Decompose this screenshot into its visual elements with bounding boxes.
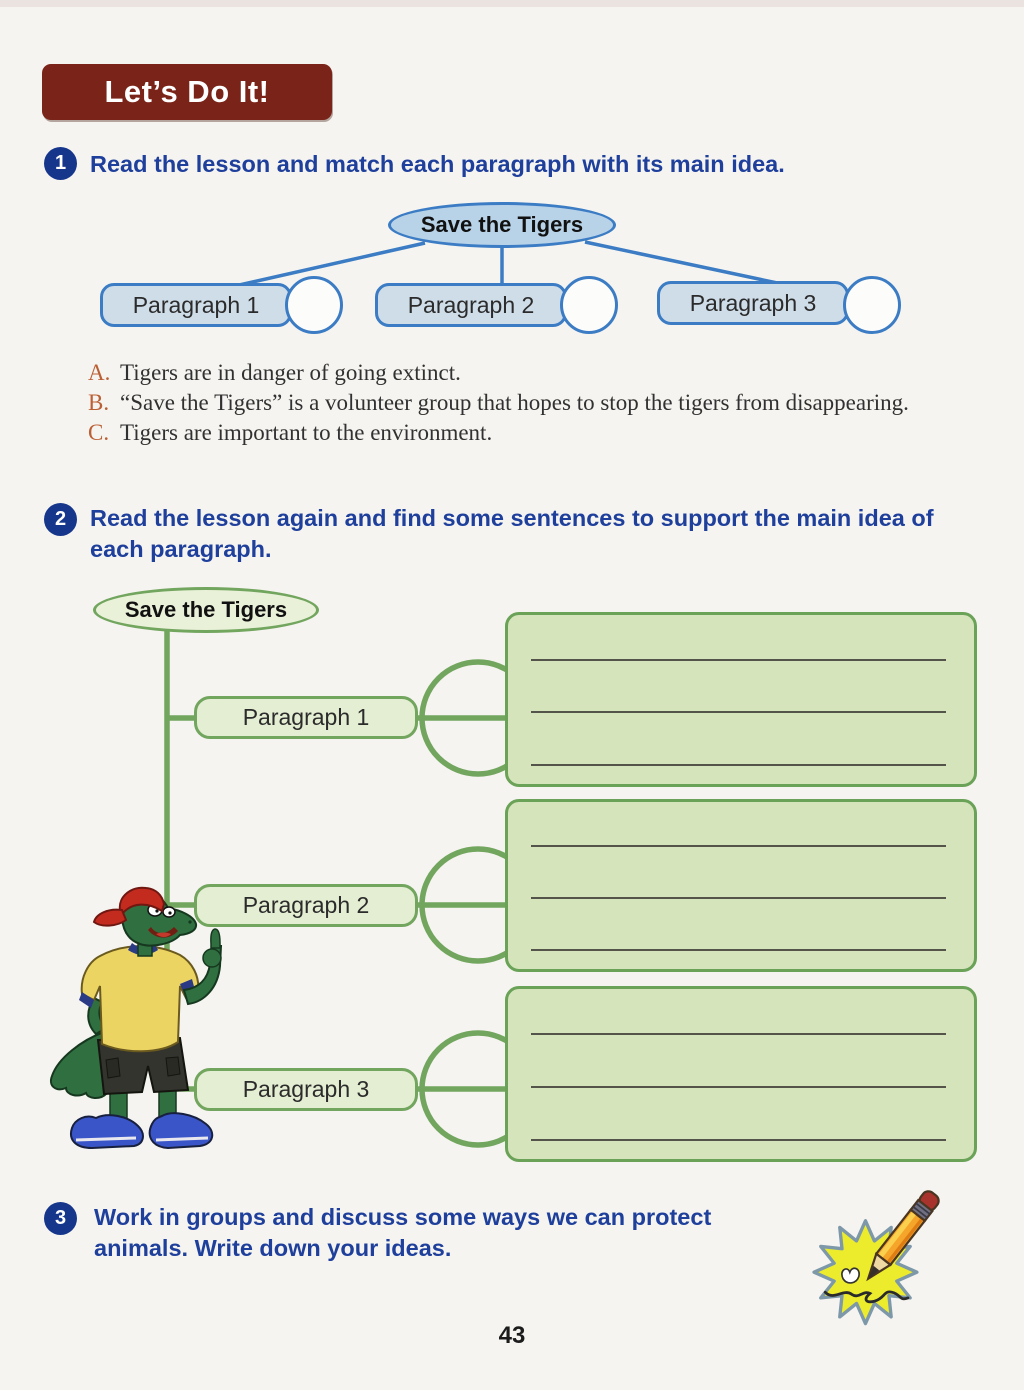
answer-circle-paragraph-3[interactable] [843, 276, 901, 334]
activity-2-instruction: Read the lesson again and find some sentences to support the main idea of each paragraph. [90, 505, 934, 562]
write-line[interactable] [531, 764, 946, 766]
matching-node-paragraph-1: Paragraph 1 [100, 283, 292, 327]
write-panel-paragraph-2[interactable] [505, 799, 977, 972]
activity-3-instruction: Work in groups and discuss some ways we can protect animals. Write down your ideas. [94, 1204, 712, 1261]
crocodile-mascot [48, 884, 233, 1159]
pencil-starburst-icon [785, 1176, 975, 1327]
activity-1-instruction: Read the lesson and match each paragraph with its main idea. [90, 151, 785, 177]
write-panel-paragraph-3[interactable] [505, 986, 977, 1162]
main-idea-options [88, 358, 933, 448]
write-panel-paragraph-1[interactable] [505, 612, 977, 787]
write-line[interactable] [531, 949, 946, 951]
activity-2-number-badge: 2 [44, 503, 77, 536]
section-banner-label: Let’s Do It! [104, 74, 270, 109]
option-b-text: “Save the Tigers” is a volunteer group that hopes to stop the tigers from disappearing. [120, 390, 909, 415]
write-line[interactable] [531, 1086, 946, 1088]
activity-1-number-badge: 1 [44, 147, 77, 180]
support-node-paragraph-1: Paragraph 1 [194, 696, 418, 739]
matching-node-paragraph-3: Paragraph 3 [657, 281, 849, 325]
support-diagram-title-oval: Save the Tigers [93, 587, 319, 633]
write-line[interactable] [531, 659, 946, 661]
matching-node-paragraph-2: Paragraph 2 [375, 283, 567, 327]
option-c-text: Tigers are important to the environment. [120, 420, 493, 445]
section-banner [42, 64, 332, 120]
support-node-paragraph-2: Paragraph 2 [194, 884, 418, 927]
write-line[interactable] [531, 845, 946, 847]
activity-3-number-badge: 3 [44, 1202, 77, 1235]
option-c-letter: C. [88, 420, 110, 445]
write-line[interactable] [531, 897, 946, 899]
option-a-letter: A. [88, 360, 111, 385]
page-number: 43 [498, 1322, 526, 1349]
write-line[interactable] [531, 1139, 946, 1141]
support-node-paragraph-3: Paragraph 3 [194, 1068, 418, 1111]
answer-circle-paragraph-2[interactable] [560, 276, 618, 334]
option-b-letter: B. [88, 390, 110, 415]
write-line[interactable] [531, 1033, 946, 1035]
option-a-text: Tigers are in danger of going extinct. [120, 360, 461, 385]
option-c [88, 418, 933, 447]
matching-diagram-title-oval: Save the Tigers [388, 202, 616, 248]
option-b [88, 388, 933, 417]
option-a [88, 358, 933, 387]
write-line[interactable] [531, 711, 946, 713]
answer-circle-paragraph-1[interactable] [285, 276, 343, 334]
